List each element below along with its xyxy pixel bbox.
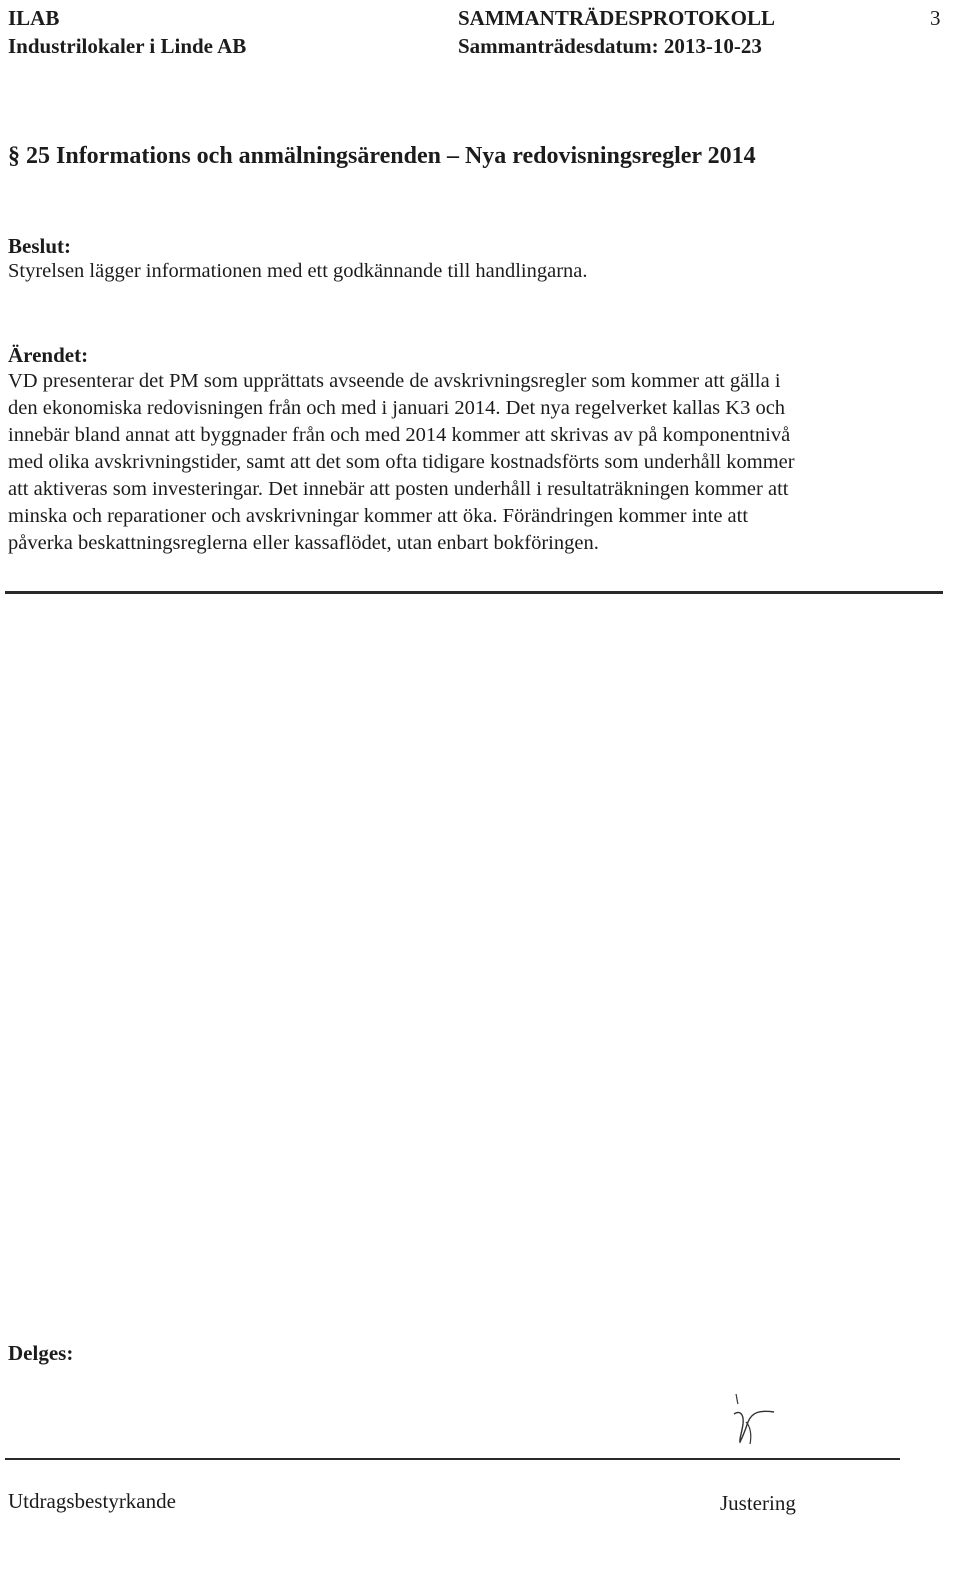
signature-line (5, 1458, 900, 1460)
header-company-name: Industrilokaler i Linde AB (8, 34, 247, 58)
header-document-type: SAMMANTRÄDESPROTOKOLL (458, 6, 775, 30)
arendet-line: påverka beskattningsreglerna eller kassaflödet, utan enbart bokföringen. (8, 532, 599, 554)
arendet-line: den ekonomiska redovisningen från och med i januari 2014. Det nya regelverket kallas K3 och (8, 397, 786, 419)
beslut-label: Beslut: (8, 234, 71, 258)
footer-justering: Justering (720, 1491, 796, 1515)
header-meeting-date: Sammanträdesdatum: 2013-10-23 (458, 34, 762, 58)
arendet-label: Ärendet: (8, 343, 89, 367)
page-number: 3 (930, 6, 941, 30)
arendet-paragraph (8, 368, 948, 557)
arendet-line: innebär bland annat att byggnader från och med 2014 kommer att skrivas av på komponentnivå (8, 424, 791, 446)
section-divider (5, 591, 943, 594)
beslut-text: Styrelsen lägger informationen med ett godkännande till handlingarna. (8, 260, 588, 282)
arendet-line: med olika avskrivningstider, samt att det som ofta tidigare kostnadsförts som underhåll kommer (8, 451, 795, 473)
header-org-code: ILAB (8, 6, 60, 30)
footer-utdragsbestyrkande: Utdragsbestyrkande (8, 1489, 176, 1513)
delges-label: Delges: (8, 1341, 74, 1365)
arendet-line: VD presenterar det PM som upprättats avseende de avskrivningsregler som kommer att gälla i (8, 370, 781, 392)
arendet-line: att aktiveras som investeringar. Det innebär att posten underhåll i resultaträkningen kommer att (8, 478, 789, 500)
section-heading: § 25 Informations och anmälningsärenden – Nya redovisningsregler 2014 (8, 143, 756, 169)
signature-initials (730, 1392, 780, 1448)
arendet-line: minska och reparationer och avskrivningar kommer att öka. Förändringen kommer inte att (8, 505, 749, 527)
